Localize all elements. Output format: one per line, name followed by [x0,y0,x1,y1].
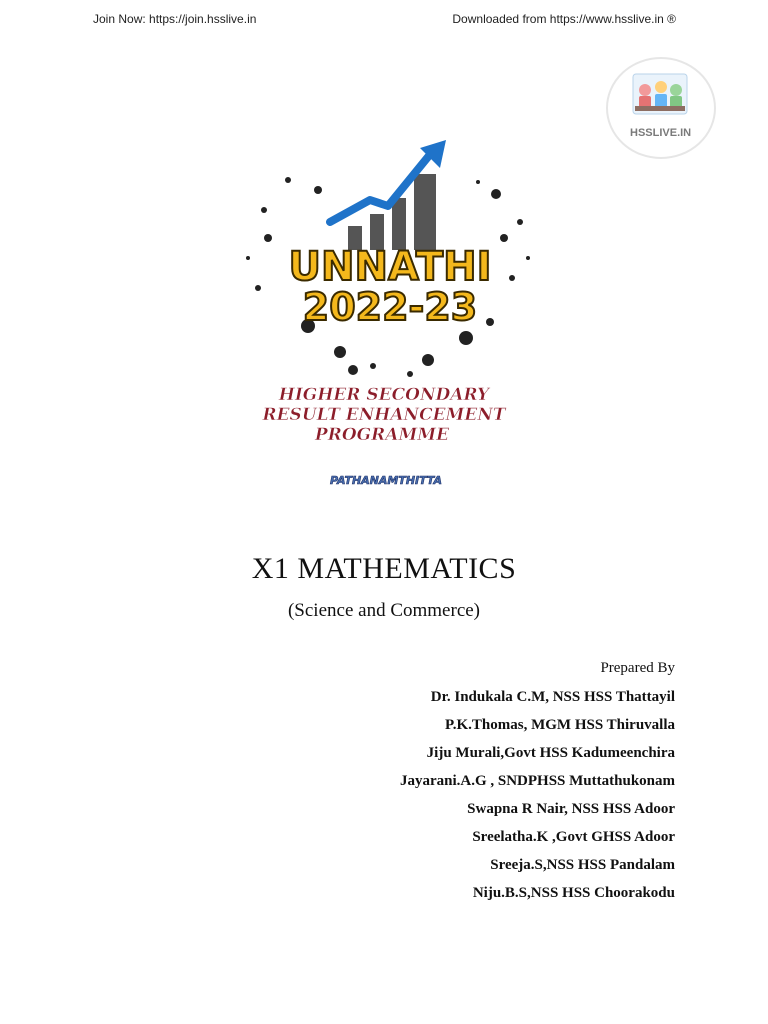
author-entry: Jayarani.A.G , SNDPHSS Muttathukonam [399,773,675,789]
header-join-link[interactable]: Join Now: https://join.hsslive.in [93,12,257,26]
programme-line-1: HIGHER SECONDARY [278,385,490,405]
author-entry: Sreeja.S,NSS HSS Pandalam [490,857,675,873]
header-download-source[interactable]: Downloaded from https://www.hsslive.in ® [452,12,676,26]
author-entry: P.K.Thomas, MGM HSS Thiruvalla [444,717,675,733]
badge-text: HSSLIVE.IN [630,127,692,139]
unnathi-logo [228,138,552,494]
programme-line-3: PROGRAMME [314,425,450,445]
author-entry: Jiju Murali,Govt HSS Kadumeenchira [426,745,675,761]
hsslive-badge-logo [605,56,717,160]
document-subtitle: (Science and Commerce) [287,600,481,621]
growth-bars [348,174,436,250]
prepared-by-label: Prepared By [600,660,675,676]
children-reading-icon [633,74,687,114]
document-title: X1 MATHEMATICS [251,552,517,585]
logo-title: UNNATHI [288,244,492,290]
district-label: PATHANAMTHITTA [329,474,443,487]
logo-year: 2022-23 [302,285,478,329]
programme-line-2: RESULT ENHANCEMENT [262,405,506,425]
author-entry: Swapna R Nair, NSS HSS Adoor [467,801,675,817]
author-entry: Sreelatha.K ,Govt GHSS Adoor [472,829,675,845]
author-entry: Dr. Indukala C.M, NSS HSS Thattayil [430,689,675,705]
authors-list [400,687,675,911]
author-entry: Niju.B.S,NSS HSS Choorakodu [472,885,675,901]
